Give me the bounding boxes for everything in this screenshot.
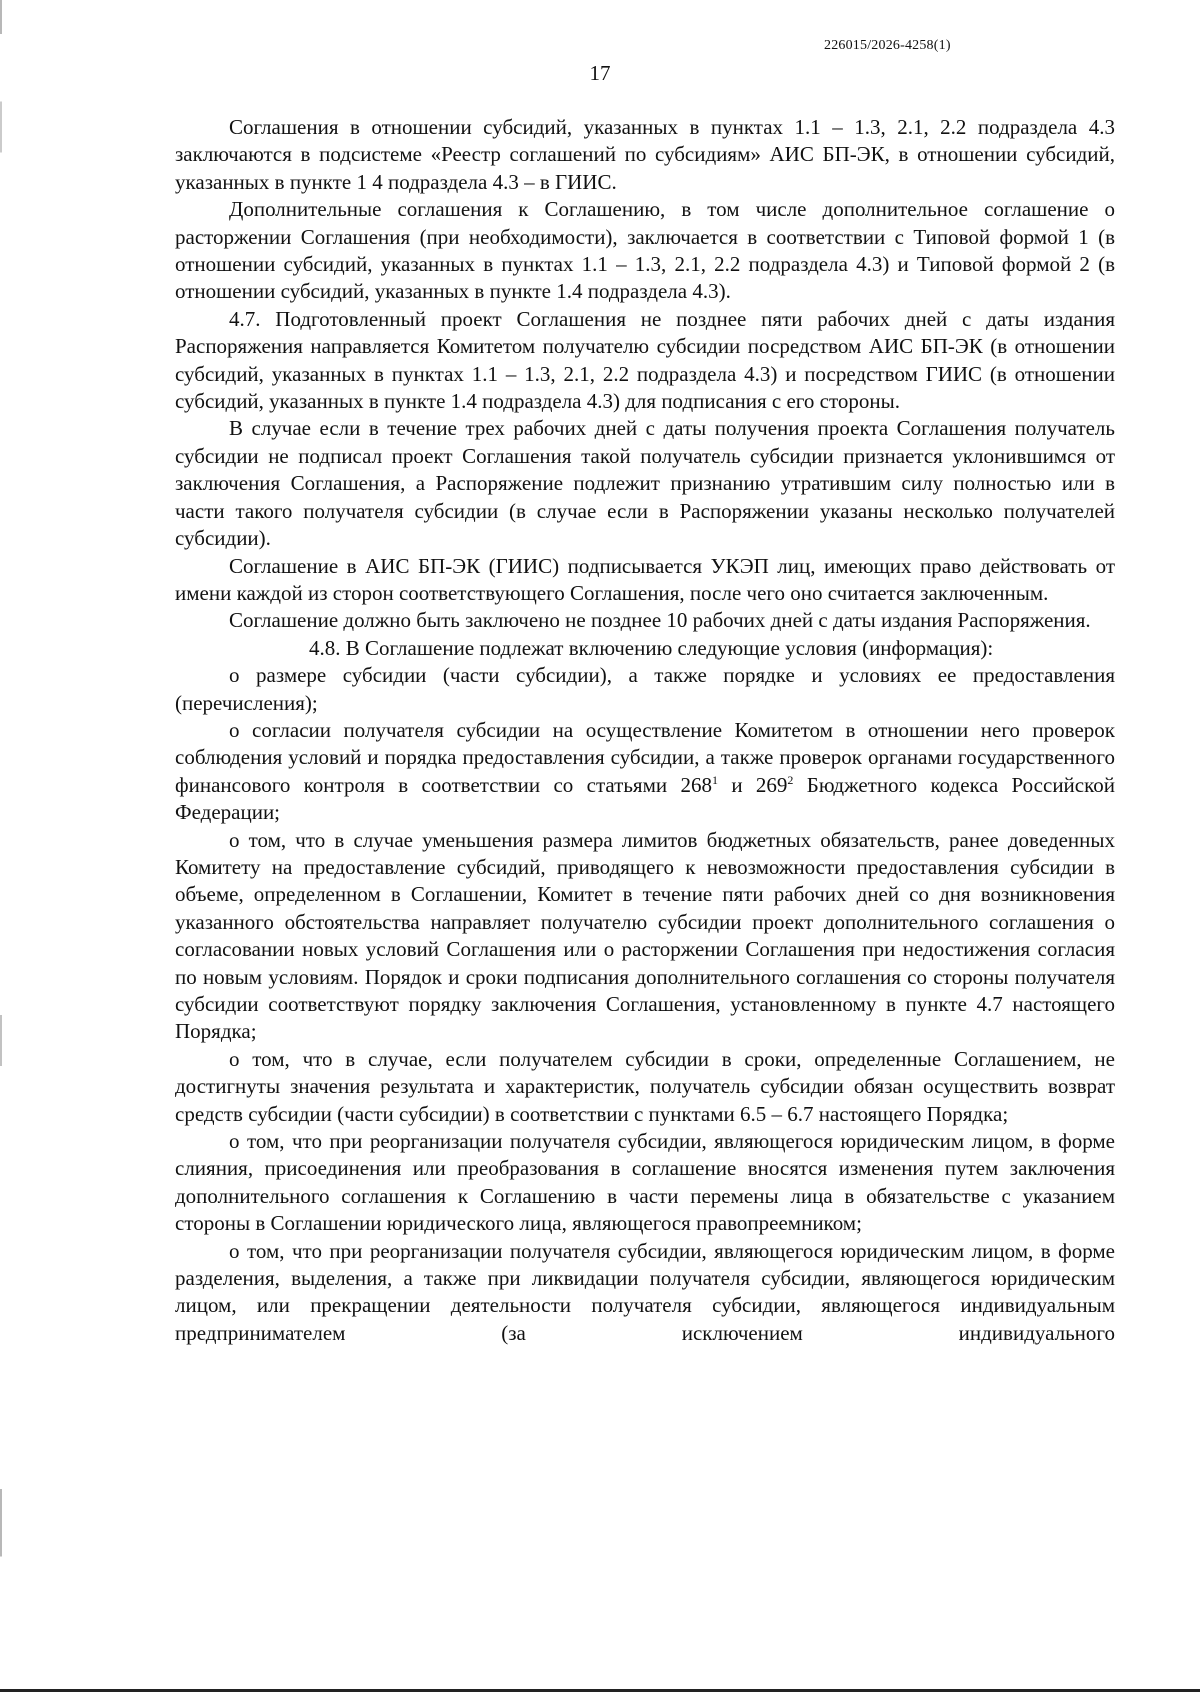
paragraph-result-not-achieved: о том, что в случае, если получателем субсидии в сроки, определенные Соглашением, не достигнуты значения результата и характеристик, получатель субсидии обязан осуществить возврат средств субсидии (части субсидии) в соответствии с пунктами 6.5 – 6.7 настоящего Порядка;	[175, 1046, 1115, 1126]
consent-text-start: о согласии получателя субсидии на осуществление Комитетом в отношении него проверок соблюдения условий и порядка предоставления субсидии, а также проверок органами государственного финансового контроля в соответствии со статьями 268	[175, 717, 1115, 797]
paragraph-deadline: Соглашение должно быть заключено не позднее 10 рабочих дней с даты издания Распоряжения.	[229, 608, 1091, 633]
paragraph-consent-checks	[175, 717, 1115, 827]
paragraph-reorganization-division: о том, что при реорганизации получателя субсидии, являющегося юридическим лицом, в форме разделения, выделения, а также при ликвидации получателя субсидии, являющегося юридическим лицом, или прекращении деятельности получателя субсидии, являющегося индивидуальным предпринимателем (за исключением индивидуального	[175, 1238, 1115, 1345]
footnote-mark-1: 1	[711, 772, 718, 787]
document-id: 226015/2026-4258(1)	[824, 38, 951, 53]
paragraph-evasion: В случае если в течение трех рабочих дней с даты получения проекта Соглашения получатель субсидии не подписал проект Соглашения такой получатель субсидии признается уклонившимся от заключения Соглашения, а Распоряжение подлежит признанию утратившим силу полностью или в части такого получателя субсидии (в случае если в Распоряжении указаны несколько получателей субсидии).	[175, 416, 1115, 551]
paragraph-4-8: 4.8. В Соглашение подлежат включению следующие условия (информация):	[309, 635, 994, 660]
consent-text-middle: и 269	[717, 772, 788, 797]
document-body	[175, 114, 1115, 1347]
paragraph-4-7: 4.7. Подготовленный проект Соглашения не позднее пяти рабочих дней с даты издания Распоряжения направляется Комитетом получателю субсидии посредством АИС БП-ЭК (в отношении субсидий, указанных в пунктах 1.1 – 1.3, 2.1, 2.2 подраздела 4.3) и посредством ГИИС (в отношении субсидий, указанных в пункте 1.4 подраздела 4.3) для подписания с его стороны.	[175, 306, 1115, 414]
paragraph-signing: Соглашение в АИС БП-ЭК (ГИИС) подписывается УКЭП лиц, имеющих право действовать от имени каждой из сторон соответствующего Соглашения, после чего оно считается заключенным.	[175, 553, 1115, 605]
paragraph-subsidy-size: о размере субсидии (части субсидии), а также порядке и условиях ее предоставления (перечисления);	[175, 663, 1115, 715]
page-number: 17	[589, 61, 611, 85]
footnote-mark-2: 2	[787, 772, 794, 787]
consent-text-end: Бюджетного кодекса Российской Федерации;	[175, 772, 1115, 825]
scan-edge-left	[0, 0, 2, 1692]
paragraph-limits-reduction: о том, что в случае уменьшения размера лимитов бюджетных обязательств, ранее доведенных Комитету на предоставление субсидий, приводящего к невозможности предоставления субсидии в объеме, определенном в Соглашении, Комитет в течение пяти рабочих дней со дня возникновения указанного обстоятельства направляет получателю субсидии проект дополнительного соглашения о согласовании новых условий Соглашения или о расторжении Соглашения при недостижения согласия по новым условиям. Порядок и сроки подписания дополнительного соглашения со стороны получателя субсидии соответствуют порядку заключения Соглашения, установленному в пункте 4.7 настоящего Порядка;	[175, 827, 1115, 1044]
paragraph-additional-agreements: Дополнительные соглашения к Соглашению, в том числе дополнительное соглашение о расторжении Соглашения (при необходимости), заключается в соответствии с Типовой формой 1 (в отношении субсидий, указанных в пунктах 1.1 – 1.3, 2.1, 2.2 подраздела 4.3) и Типовой формой 2 (в отношении субсидий, указанных в пункте 1.4 подраздела 4.3).	[175, 197, 1115, 304]
paragraph-agreements-subsystem: Соглашения в отношении субсидий, указанных в пунктах 1.1 – 1.3, 2.1, 2.2 подраздела 4.3 заключаются в подсистеме «Реестр соглашений по субсидиям» АИС БП-ЭК, в отношении субсидий, указанных в пункте 1 4 подраздела 4.3 – в ГИИС.	[175, 115, 1115, 194]
paragraph-reorganization-merger: о том, что при реорганизации получателя субсидии, являющегося юридическим лицом, в форме слияния, присоединения или преобразования в соглашение вносятся изменения путем заключения дополнительного соглашения к Соглашению в части перемены лица в обязательстве с указанием стороны в Соглашении юридического лица, являющегося правопреемником;	[175, 1129, 1115, 1236]
